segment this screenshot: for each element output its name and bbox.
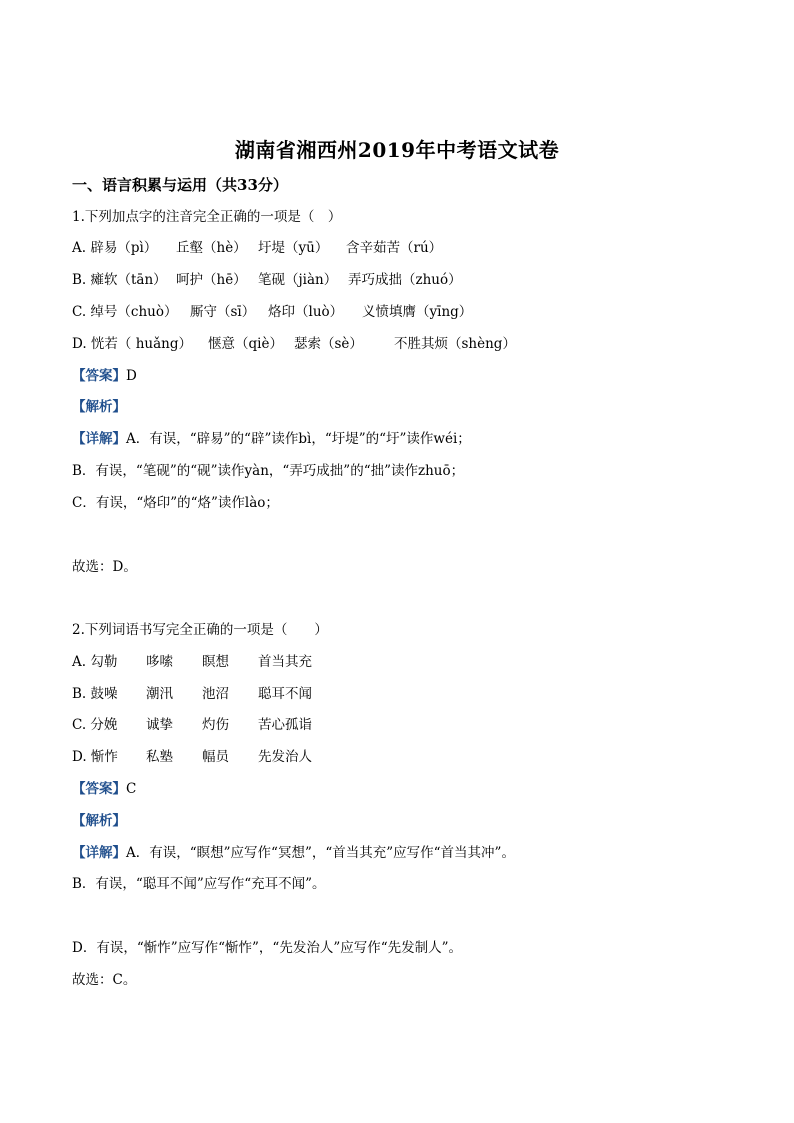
question-2-answer [72,779,136,799]
question-1-option-c [72,302,472,322]
question-2-stem: 2.下列词语书写完全正确的一项是（ ） [72,622,328,638]
question-1-analysis [72,397,126,417]
option-item: 弄巧成拙（zhuó） [348,272,462,288]
option-item: 厮守（sī） [190,304,256,320]
question-2-detail-3: D．有误，“惭怍”应写作“惭怍”，“先发治人”应写作“先发制人”。 [72,940,463,956]
answer-value: D [126,368,137,384]
question-2-analysis [72,811,126,831]
question-2-conclusion: 故选：C。 [72,972,137,988]
option-item: 笔砚（jiàn） [258,272,338,288]
question-1-detail-2: B．有误，“笔砚”的“砚”读作yàn，“弄巧成拙”的“拙”读作zhuō； [72,463,465,479]
option-item: 苦心孤诣 [258,717,312,733]
question-1-option-a [72,238,442,258]
question-2-detail-1 [72,843,515,863]
detail-text: A．有误，“辟易”的“辟”读作bì，“圩堤”的“圩”读作wéi； [126,431,471,447]
option-item: 灼伤 [202,717,229,733]
option-item: 诚挚 [146,717,173,733]
analysis-tag: 【解析】 [72,813,126,829]
option-item: 丘壑（hè） [176,240,247,256]
option-item: 含辛茹苦（rú） [346,240,443,256]
option-item: A. 辟易（pì） [72,240,158,256]
option-item: B. 瘫软（tān） [72,272,167,288]
question-1-stem: 1.下列加点字的注音完全正确的一项是（ ） [72,209,342,225]
question-2-option-a [72,652,312,672]
detail-text: A．有误，“瞑想”应写作“冥想”，“首当其充”应写作“首当其冲”。 [126,845,515,861]
question-1-answer [72,366,137,386]
option-item: 瞑想 [202,654,229,670]
question-2-option-b [72,684,312,704]
option-item: 惬意（qiè） [208,336,283,352]
option-item: B. 鼓噪 [72,686,118,702]
option-item: 私塾 [146,749,173,765]
option-item: A. 勾勒 [72,654,118,670]
question-1-option-d [72,334,516,354]
question-1-detail-1 [72,429,471,449]
option-item: D. 惭怍 [72,749,118,765]
option-item: C. 绰号（chuò） [72,304,178,320]
detail-tag: 【详解】 [72,845,126,861]
detail-tag: 【详解】 [72,431,126,447]
option-item: 义愤填膺（yīng） [362,304,473,320]
option-item: 聪耳不闻 [258,686,312,702]
option-item: D. 恍若（ huǎng） [72,336,192,352]
option-item: 潮汛 [146,686,173,702]
question-2-option-d [72,747,312,767]
question-2-option-c [72,715,312,735]
option-item: 圩堤（yū） [258,240,329,256]
option-item: 瑟索（sè） [294,336,363,352]
option-item: 烙印（luò） [268,304,344,320]
answer-value: C [126,781,137,797]
analysis-tag: 【解析】 [72,399,126,415]
option-item: 池沼 [202,686,229,702]
question-1-conclusion: 故选：D。 [72,559,137,575]
question-1-detail-3: C．有误，“烙印”的“烙”读作lào； [72,495,279,511]
option-item: 先发治人 [258,749,312,765]
option-item: 幅员 [202,749,229,765]
option-item: 不胜其烦（shèng） [394,336,516,352]
question-2-detail-2: B．有误，“聪耳不闻”应写作“充耳不闻”。 [72,876,326,892]
option-item: 首当其充 [258,654,312,670]
page-title: 湖南省湘西州2019年中考语文试卷 [234,138,560,162]
option-item: C. 分娩 [72,717,118,733]
question-1-option-b [72,270,462,290]
answer-tag: 【答案】 [72,368,126,384]
option-item: 哆嗦 [146,654,173,670]
answer-tag: 【答案】 [72,781,126,797]
option-item: 呵护（hē） [176,272,247,288]
section-heading: 一、语言积累与运用（共33分） [72,176,288,194]
